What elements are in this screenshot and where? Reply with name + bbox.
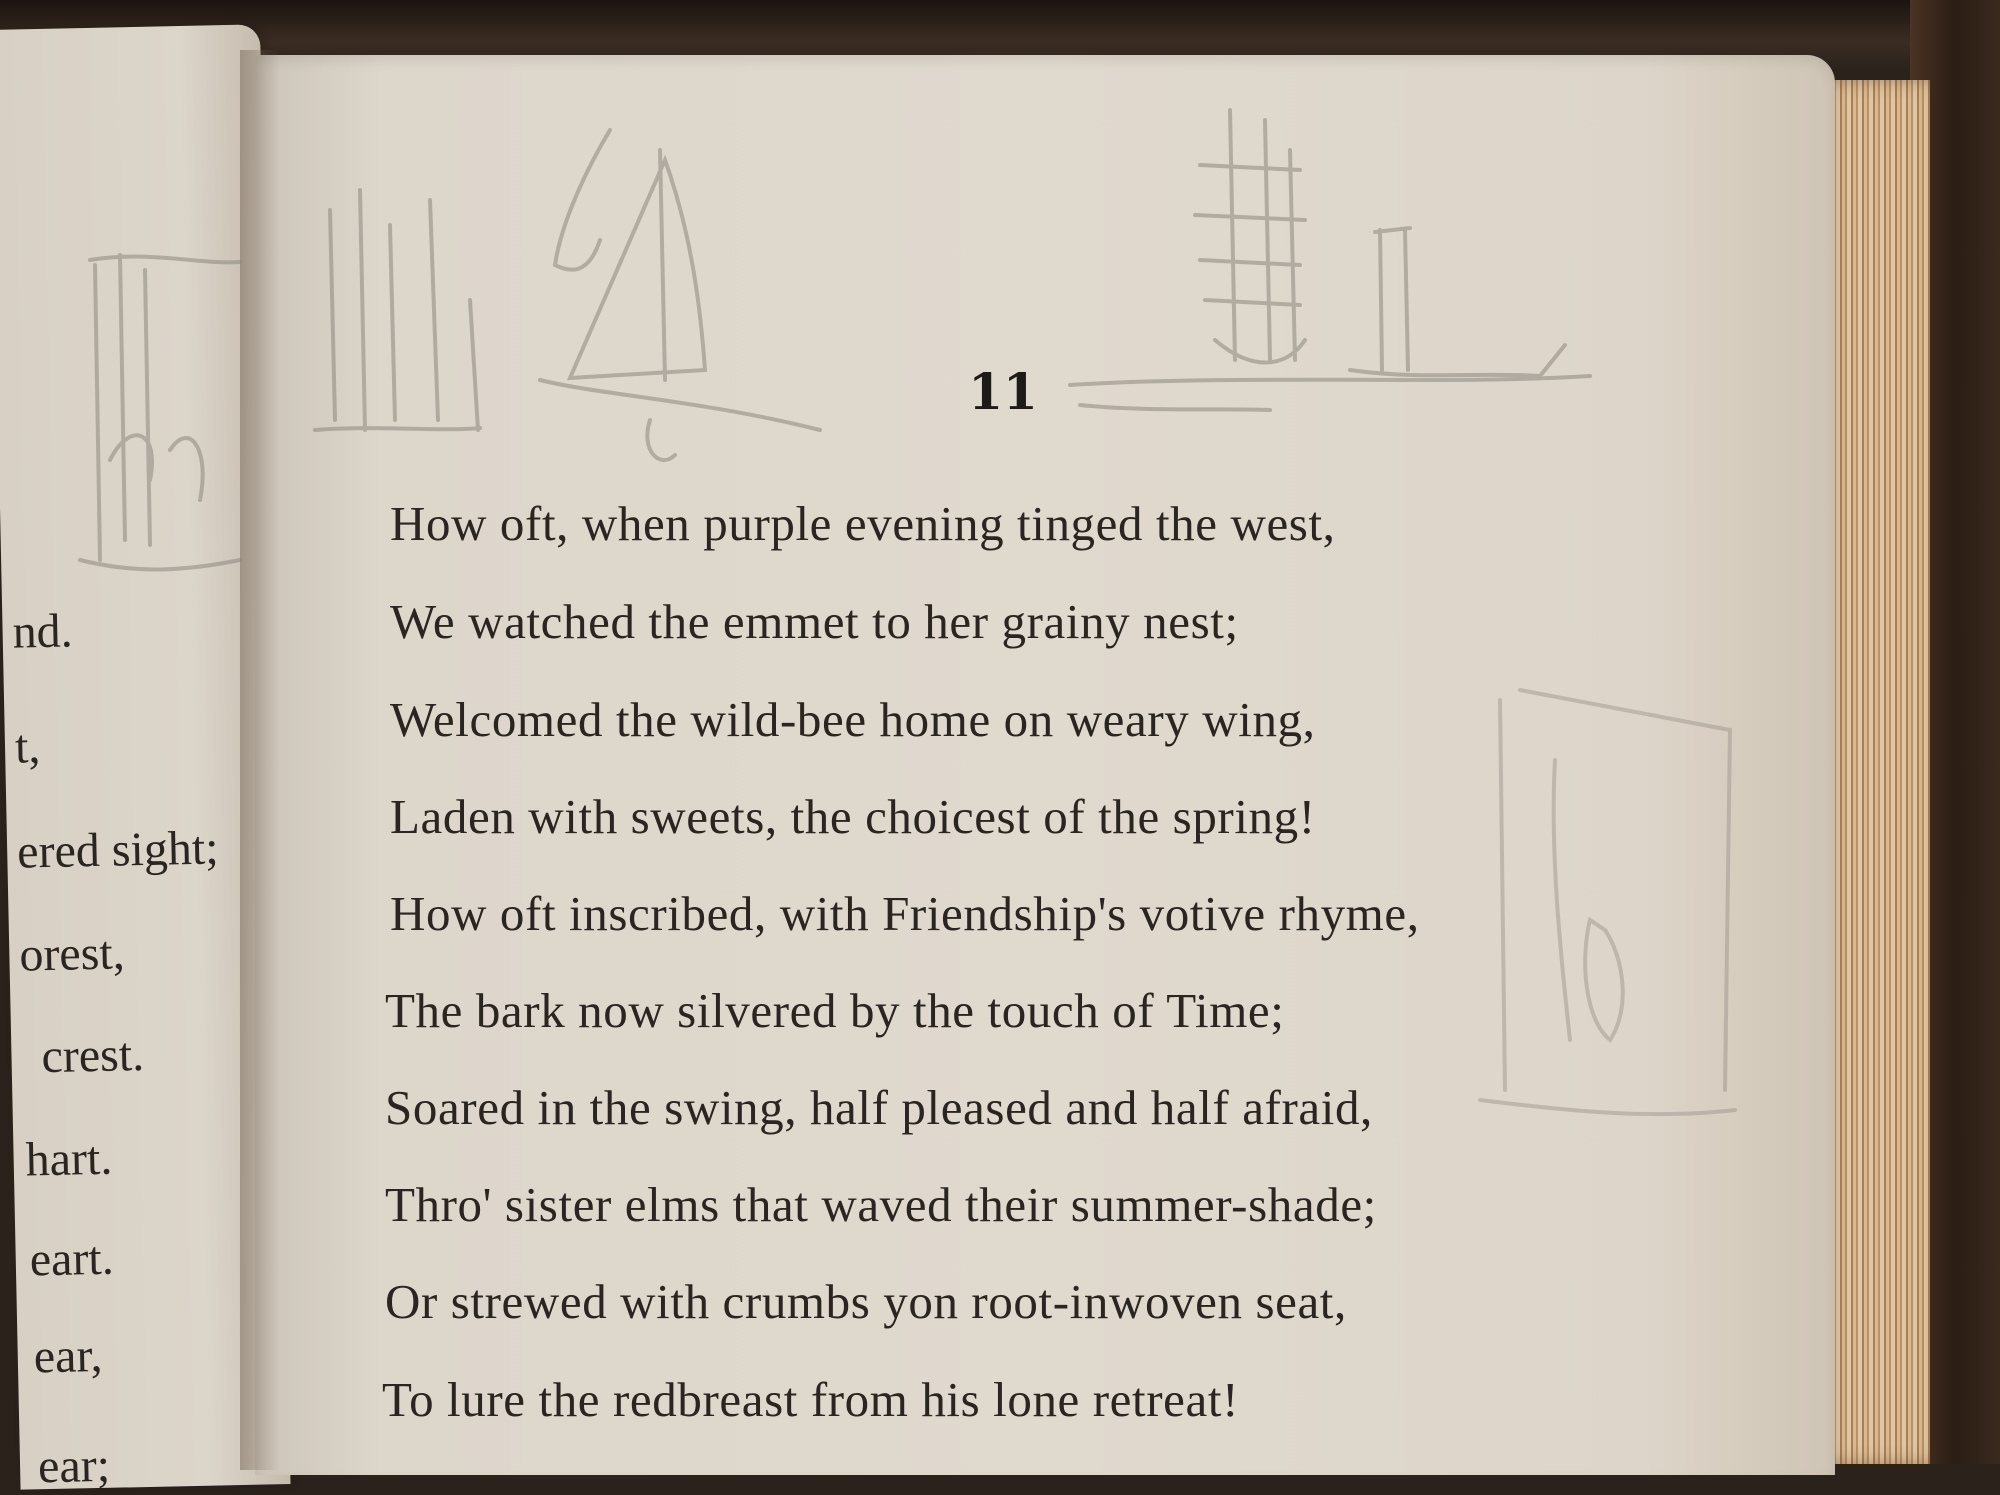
left-line-fragment: orest, bbox=[18, 926, 126, 982]
poem-line: Thro' sister elms that waved their summer-shade; bbox=[385, 1177, 1377, 1232]
poem-line: The bark now silvered by the touch of Time; bbox=[385, 983, 1285, 1038]
poem-line: Soared in the swing, half pleased and half afraid, bbox=[385, 1080, 1373, 1135]
poem-line: We watched the emmet to her grainy nest; bbox=[390, 594, 1239, 649]
left-line-fragment: ear, bbox=[33, 1328, 104, 1384]
poem-line: Welcomed the wild-bee home on weary wing, bbox=[390, 692, 1316, 747]
left-line-fragment: crest. bbox=[40, 1028, 145, 1084]
page-edges bbox=[1820, 80, 1930, 1464]
left-line-fragment: ered sight; bbox=[16, 821, 220, 879]
left-line-fragment: ear; bbox=[37, 1438, 111, 1494]
poem-line: Or strewed with crumbs yon root-inwoven seat, bbox=[385, 1274, 1347, 1329]
poem-line: How oft, when purple evening tinged the west, bbox=[390, 496, 1336, 551]
poem-line: To lure the redbreast from his lone retreat! bbox=[382, 1372, 1239, 1427]
left-line-fragment: eart. bbox=[29, 1231, 115, 1287]
page-number: 11 bbox=[968, 362, 1038, 421]
poem-line: How oft inscribed, with Friendship's votive rhyme, bbox=[390, 886, 1420, 941]
left-line-fragment: hart. bbox=[25, 1131, 113, 1187]
left-line-fragment: nd. bbox=[12, 604, 74, 659]
poem-body bbox=[382, 495, 1590, 1455]
poem-line: Laden with sweets, the choicest of the spring! bbox=[390, 789, 1316, 844]
left-line-fragment: t, bbox=[14, 720, 41, 774]
page-gutter bbox=[240, 50, 280, 1470]
